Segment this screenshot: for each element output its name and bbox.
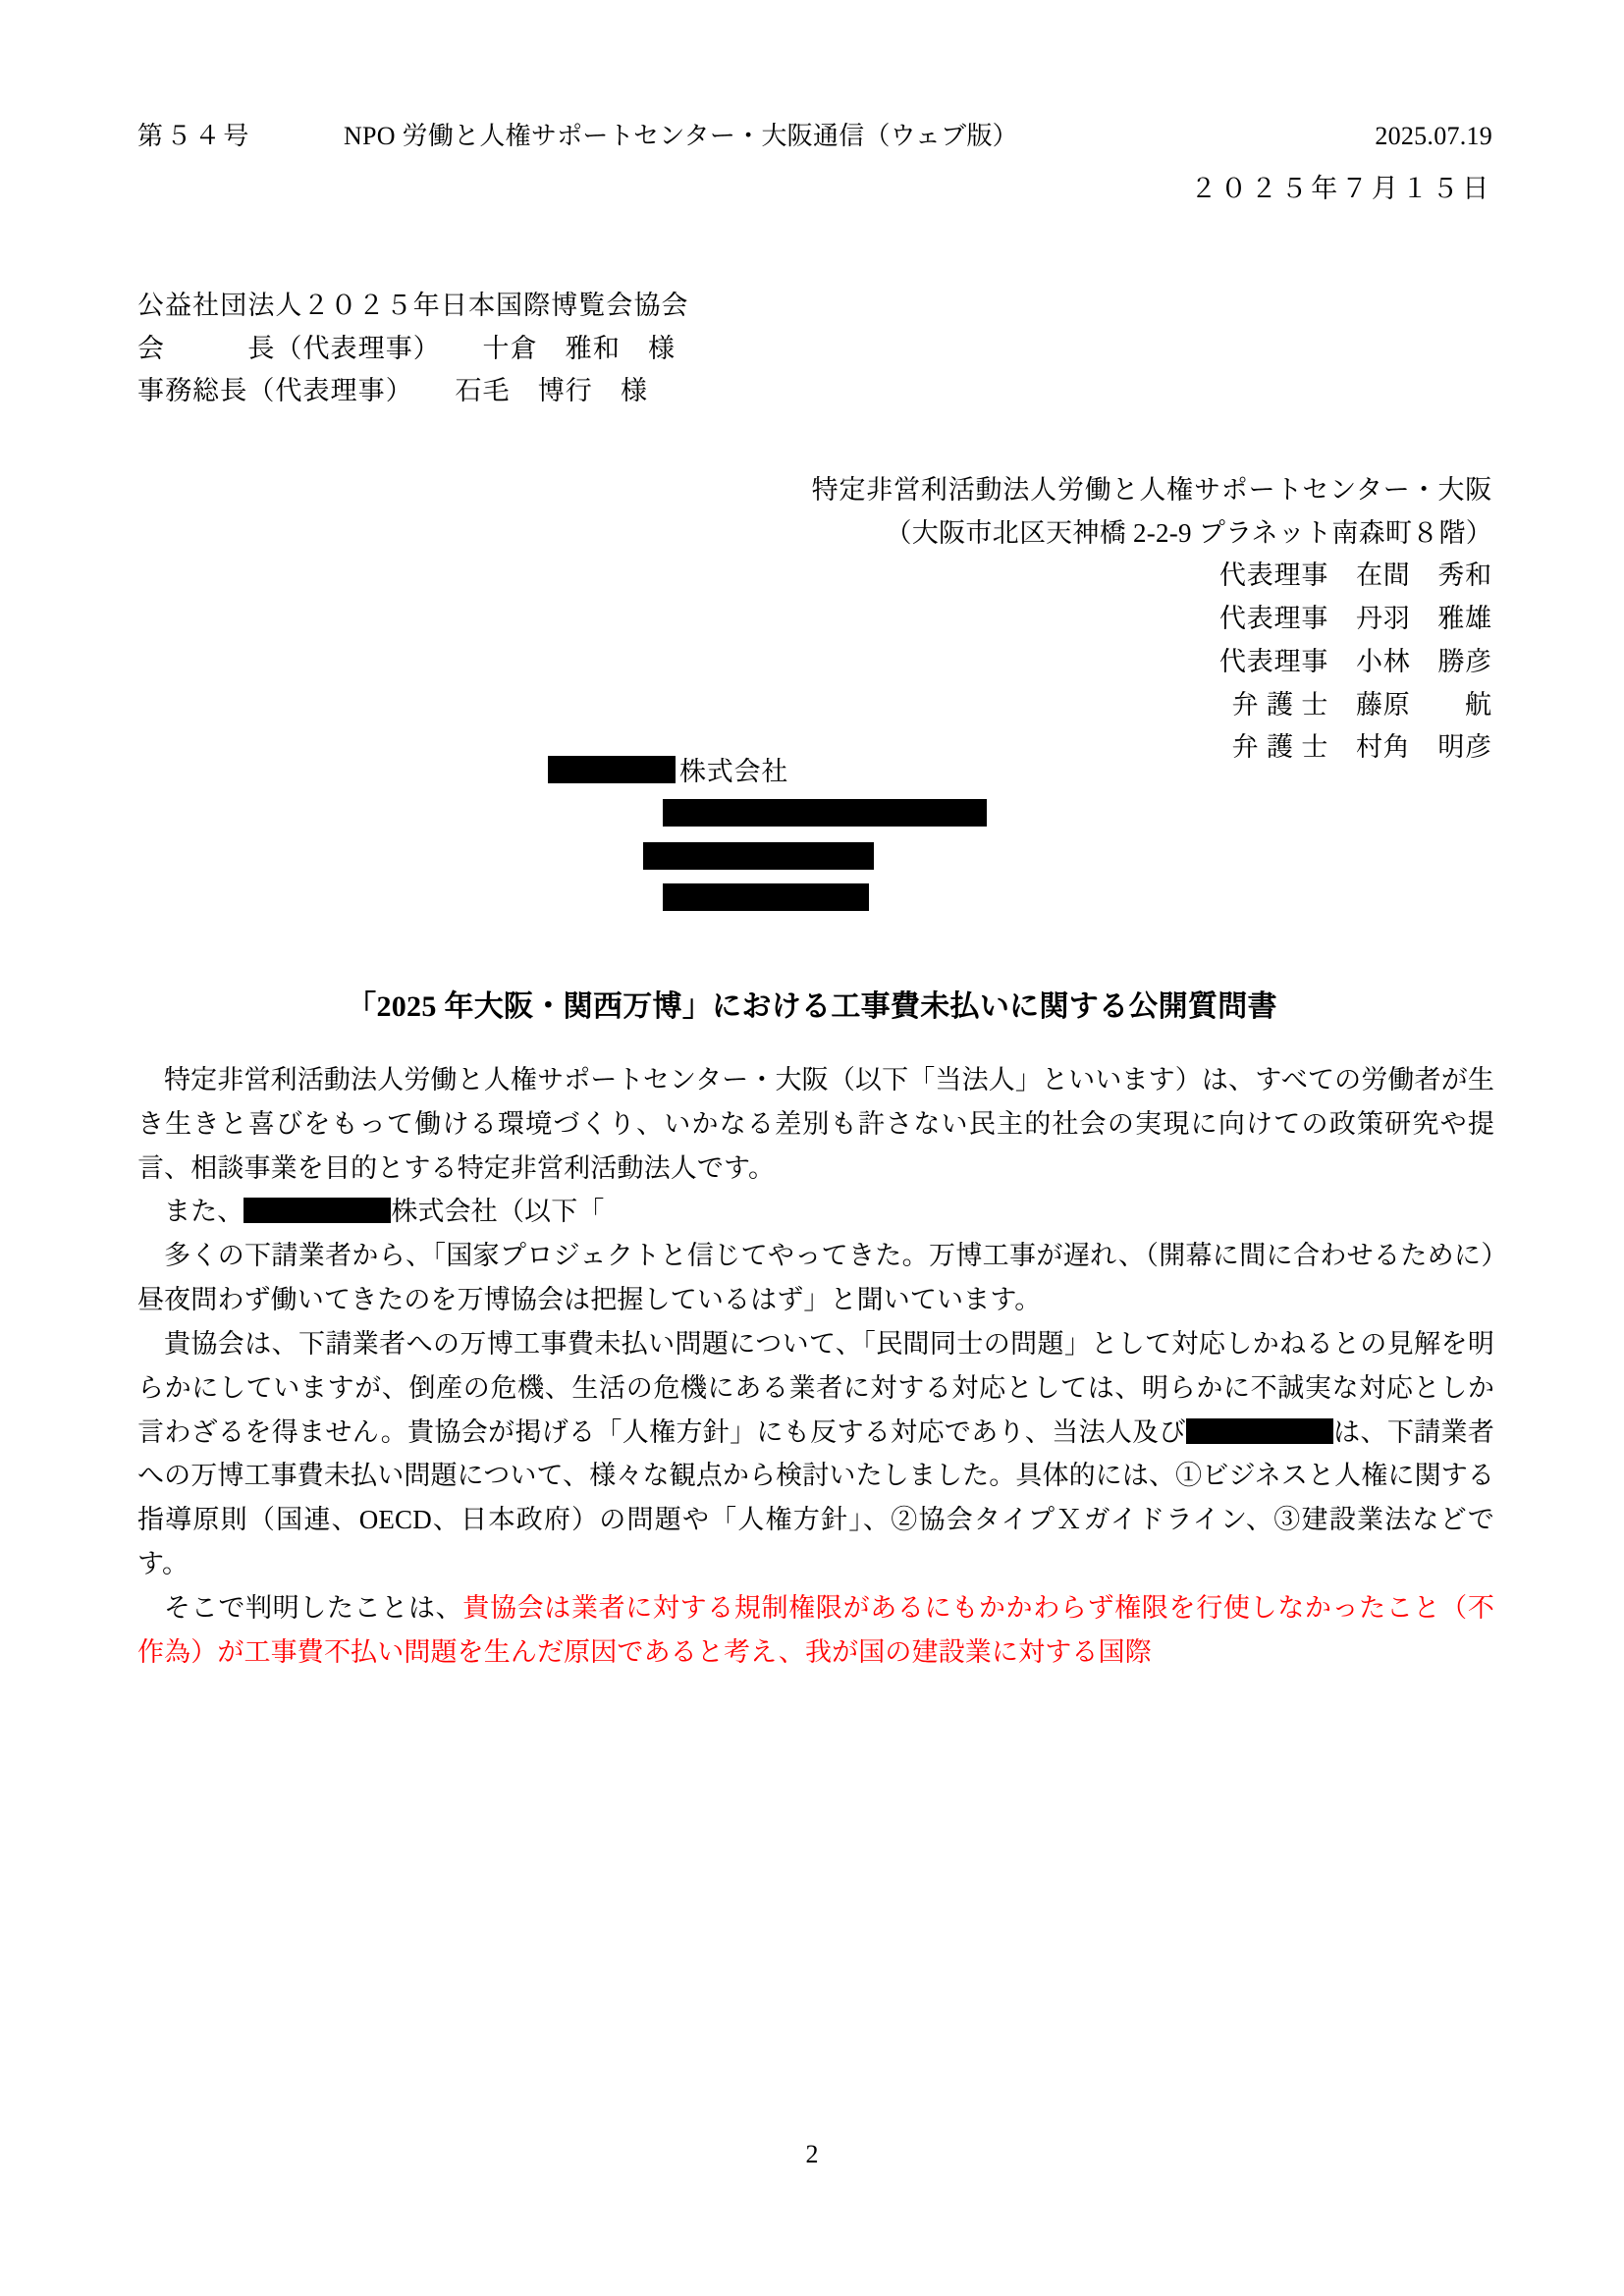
inline-redaction bbox=[1186, 1418, 1333, 1444]
paragraph-3 bbox=[137, 1234, 1494, 1322]
sender-person-2: 代表理事 丹羽 雅雄 bbox=[1218, 604, 1492, 634]
sender-person-5: 弁 護 士 村角 明彦 bbox=[1231, 732, 1492, 763]
paragraph-5-text: そこで判明したことは、 bbox=[164, 1592, 463, 1623]
paragraph-1 bbox=[137, 1058, 1494, 1190]
issue-number: 第５４号 bbox=[137, 122, 252, 150]
web-publish-date: 2025.07.19 bbox=[1375, 122, 1492, 150]
paragraph-1-text: 特定非営利活動法人労働と人権サポートセンター・大阪（以下「当法人」といいます）は、すべての労働者が生き生きと喜びをもって働ける環境づくり、いかなる差別も許さない民主的社会の実現に向けての政策研究や提言、相談事業を目的とする特定非営利活動法人です。 bbox=[137, 1065, 1494, 1183]
document-body bbox=[137, 1058, 1494, 1674]
addressee-line-2: 会 長（代表理事） 十倉 雅和 様 bbox=[137, 333, 677, 363]
sender-person-4: 弁 護 士 藤原 航 bbox=[1231, 689, 1492, 720]
addressee-block bbox=[137, 285, 689, 413]
redaction-bar bbox=[643, 842, 874, 870]
page-number: 2 bbox=[805, 2140, 819, 2168]
paragraph-5 bbox=[137, 1586, 1494, 1675]
redacted-company-block bbox=[0, 756, 1624, 933]
redaction-bar bbox=[663, 799, 987, 827]
paragraph-4-text-a: 貴協会は、下請業者への万博工事費未払い問題について、「民間同士の問題」として対応しかねるとの見解を明らかにしていますが、倒産の危機、生活の危機にある業者に対する対応としては、明らかに不誠実な対応としか言わざるを得ません。貴協会が掲げる「人権方針」にも反する対応であり、当法人及び bbox=[137, 1328, 1494, 1447]
sender-person-3: 代表理事 小林 勝彦 bbox=[1218, 646, 1492, 676]
page-header bbox=[137, 116, 1492, 152]
redaction-bar bbox=[548, 756, 676, 783]
company-suffix-label: 株式会社 bbox=[679, 757, 789, 786]
sender-address: （大阪市北区天神橋 2-2-9 プラネット南森町８階） bbox=[885, 517, 1492, 548]
sender-organization: 特定非営利活動法人労働と人権サポートセンター・大阪 bbox=[811, 475, 1492, 505]
redaction-bar bbox=[663, 883, 869, 911]
sender-person-1: 代表理事 在間 秀和 bbox=[1218, 561, 1492, 591]
addressee-line-1: 公益社団法人２０２５年日本国際博覧会協会 bbox=[137, 291, 689, 320]
paragraph-3-text: 多くの下請業者から、「国家プロジェクトと信じてやってきた。万博工事が遅れ、（開幕に間に合わせるために）昼夜問わず働いてきたのを万博協会は把握しているはず」と聞いています。 bbox=[137, 1241, 1494, 1315]
paragraph-4-text-b: は、下請業者への万博工事費未払い問題について、様々な観点から検討いたしました。具体的には、①ビジネスと人権に関する指導原則（国連、OECD、日本政府）の問題や「人権方針」、②協会タイプＸガイドライン、③建設業法などです。 bbox=[137, 1416, 1495, 1578]
paragraph-2-text-a: また、 bbox=[164, 1197, 244, 1227]
paragraph-2-text-b: 株式会社（以下「 bbox=[391, 1197, 605, 1227]
document-date: ２０２５年７月１５日 bbox=[1190, 174, 1492, 203]
newsletter-title: NPO 労働と人権サポートセンター・大阪通信（ウェブ版） bbox=[344, 122, 1018, 150]
page-title: 「2025 年大阪・関西万博」における工事費未払いに関する公開質問書 bbox=[347, 990, 1277, 1023]
inline-redaction bbox=[244, 1198, 391, 1223]
sender-block bbox=[812, 469, 1492, 770]
paragraph-4 bbox=[137, 1322, 1494, 1586]
addressee-line-3: 事務総長（代表理事） 石毛 博行 様 bbox=[137, 376, 649, 406]
paragraph-2 bbox=[137, 1190, 1494, 1234]
paragraph-5-highlight: 貴協会は業者に対する規制権限があるにもかかわらず権限を行使しなかったこと（不作為）が工事費不払い問題を生んだ原因であると考え、我が国の建設業に対する国際 bbox=[137, 1592, 1494, 1667]
